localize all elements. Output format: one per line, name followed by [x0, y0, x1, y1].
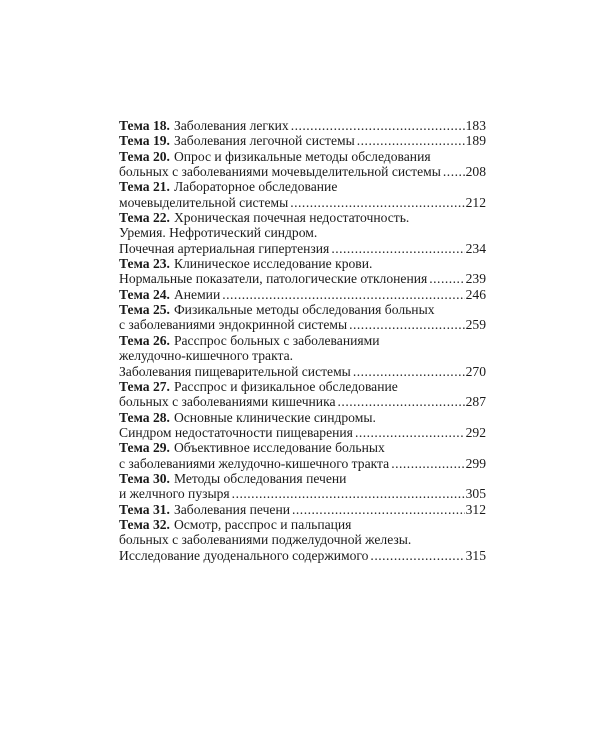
toc-entry-line: [119, 271, 486, 286]
toc-topic-title: Физикальные методы обследования больных: [173, 302, 435, 318]
dot-leader: [290, 195, 464, 210]
toc-entry-line: [119, 241, 486, 256]
toc-entry[interactable]: [119, 502, 486, 517]
toc-entry[interactable]: [119, 440, 486, 471]
toc-entry[interactable]: [119, 517, 486, 563]
toc-topic-title: Расспрос и физикальное обследование: [173, 378, 398, 394]
toc-entry-line: [119, 486, 486, 501]
dot-leader: [349, 317, 465, 332]
toc-page-number: 246: [465, 286, 486, 302]
toc-entry[interactable]: [119, 287, 486, 302]
toc-topic-title: Расспрос больных с заболеваниями: [173, 332, 380, 348]
toc-topic-title: Анемии: [173, 286, 221, 302]
toc-topic-label: Тема 18.: [119, 118, 170, 133]
table-of-contents: [119, 118, 486, 563]
toc-entry-line: [119, 502, 486, 517]
toc-topic-label: Тема 21.: [119, 179, 170, 195]
toc-topic-title: Исследование дуоденального содержимого: [119, 547, 369, 563]
toc-topic-title: Почечная артериальная гипертензия: [119, 240, 330, 256]
toc-topic-label: Тема 30.: [119, 470, 170, 486]
toc-entry-line: [119, 164, 486, 179]
toc-entry[interactable]: [119, 302, 486, 333]
toc-topic-label: Тема 20.: [119, 148, 170, 164]
toc-topic-title: Опрос и физикальные методы обследования: [173, 148, 431, 164]
toc-topic-label: Тема 25.: [119, 302, 170, 318]
toc-entry-line: [119, 456, 486, 471]
toc-entry-line: [119, 179, 486, 194]
toc-entry-line: [119, 302, 486, 317]
toc-topic-title: больных с заболеваниями поджелудочной железы.: [119, 532, 412, 548]
toc-entry[interactable]: [119, 210, 486, 256]
toc-topic-title: желудочно-кишечного тракта.: [119, 348, 294, 364]
toc-topic-title: с заболеваниями эндокринной системы: [119, 317, 348, 333]
toc-topic-title: Заболевания печени: [173, 501, 290, 517]
toc-entry-line: [119, 149, 486, 164]
toc-topic-label: Тема 23.: [119, 256, 170, 272]
toc-topic-title: Клиническое исследование крови.: [173, 256, 373, 272]
toc-topic-label: Тема 29.: [119, 440, 170, 456]
toc-page-number: 299: [465, 455, 486, 471]
toc-entry-line: [119, 317, 486, 332]
dot-leader: [292, 502, 465, 517]
dot-leader: [331, 241, 464, 256]
dot-leader: [338, 394, 465, 409]
toc-topic-title: мочевыделительной системы: [119, 194, 289, 210]
dot-leader: [222, 287, 464, 302]
toc-page-number: 239: [465, 271, 486, 287]
toc-entry-line: [119, 118, 486, 133]
toc-topic-title: Нормальные показатели, патологические отклонения: [119, 271, 428, 287]
dot-leader: [355, 425, 465, 440]
dot-leader: [443, 164, 465, 179]
toc-topic-title: больных с заболеваниями мочевыделительной системы: [119, 164, 441, 180]
toc-page-number: 305: [465, 486, 486, 502]
toc-topic-label: Тема 27.: [119, 378, 170, 394]
toc-entry-line: [119, 256, 486, 271]
toc-entry[interactable]: [119, 333, 486, 379]
toc-entry[interactable]: [119, 149, 486, 180]
toc-entry[interactable]: [119, 410, 486, 441]
toc-entry-line: [119, 425, 486, 440]
toc-page-number: 292: [465, 424, 486, 440]
toc-page-number: 312: [465, 501, 486, 517]
toc-entry-line: [119, 287, 486, 302]
toc-entry-line: [119, 394, 486, 409]
toc-entry-line: [119, 532, 486, 547]
toc-entry[interactable]: [119, 379, 486, 410]
toc-entry-line: [119, 210, 486, 225]
toc-entry-line: [119, 364, 486, 379]
toc-topic-title: Заболевания легких: [173, 118, 289, 133]
toc-page-number: 259: [465, 317, 486, 333]
toc-topic-label: Тема 24.: [119, 286, 170, 302]
toc-topic-title: Синдром недостаточности пищеварения: [119, 424, 353, 440]
toc-entry-line: [119, 225, 486, 240]
toc-topic-label: Тема 22.: [119, 210, 170, 226]
toc-topic-title: Уремия. Нефротический синдром.: [119, 225, 318, 241]
toc-topic-title: Методы обследования печени: [173, 470, 347, 486]
toc-topic-title: Заболевания легочной системы: [173, 133, 355, 149]
toc-topic-title: больных с заболеваниями кишечника: [119, 394, 336, 410]
toc-entry-line: [119, 517, 486, 532]
toc-page-number: 189: [465, 133, 486, 149]
toc-topic-label: Тема 31.: [119, 501, 170, 517]
toc-topic-title: и желчного пузыря: [119, 486, 230, 502]
toc-page-number: 234: [465, 240, 486, 256]
toc-entry-line: [119, 195, 486, 210]
toc-page-number: 287: [465, 394, 486, 410]
toc-entry[interactable]: [119, 118, 486, 133]
toc-topic-label: Тема 28.: [119, 409, 170, 425]
toc-entry-line: [119, 333, 486, 348]
toc-topic-label: Тема 26.: [119, 332, 170, 348]
toc-entry[interactable]: [119, 133, 486, 148]
toc-topic-title: Объективное исследование больных: [173, 440, 385, 456]
toc-entry-line: [119, 410, 486, 425]
dot-leader: [353, 364, 465, 379]
toc-entry-line: [119, 440, 486, 455]
toc-entry[interactable]: [119, 179, 486, 210]
toc-topic-title: Основные клинические синдромы.: [173, 409, 376, 425]
dot-leader: [370, 548, 464, 563]
toc-page-number: 270: [465, 363, 486, 379]
toc-entry[interactable]: [119, 471, 486, 502]
toc-entry[interactable]: [119, 256, 486, 287]
toc-topic-title: Лабораторное обследование: [173, 179, 338, 195]
toc-topic-label: Тема 32.: [119, 516, 170, 532]
toc-entry-line: [119, 548, 486, 563]
toc-entry-line: [119, 133, 486, 148]
toc-topic-title: Хроническая почечная недостаточность.: [173, 210, 410, 226]
dot-leader: [357, 133, 465, 148]
toc-entry-line: [119, 379, 486, 394]
toc-page-number: 183: [465, 118, 486, 133]
toc-page-number: 315: [465, 547, 486, 563]
dot-leader: [291, 118, 465, 133]
toc-topic-title: Заболевания пищеварительной системы: [119, 363, 351, 379]
dot-leader: [232, 486, 465, 501]
toc-topic-label: Тема 19.: [119, 133, 170, 149]
dot-leader: [391, 456, 464, 471]
toc-page-number: 208: [465, 164, 486, 180]
dot-leader: [429, 271, 464, 286]
toc-topic-title: Осмотр, расспрос и пальпация: [173, 516, 352, 532]
toc-page-number: 212: [465, 194, 486, 210]
toc-entry-line: [119, 348, 486, 363]
toc-entry-line: [119, 471, 486, 486]
toc-topic-title: с заболеваниями желудочно-кишечного тракта: [119, 455, 390, 471]
